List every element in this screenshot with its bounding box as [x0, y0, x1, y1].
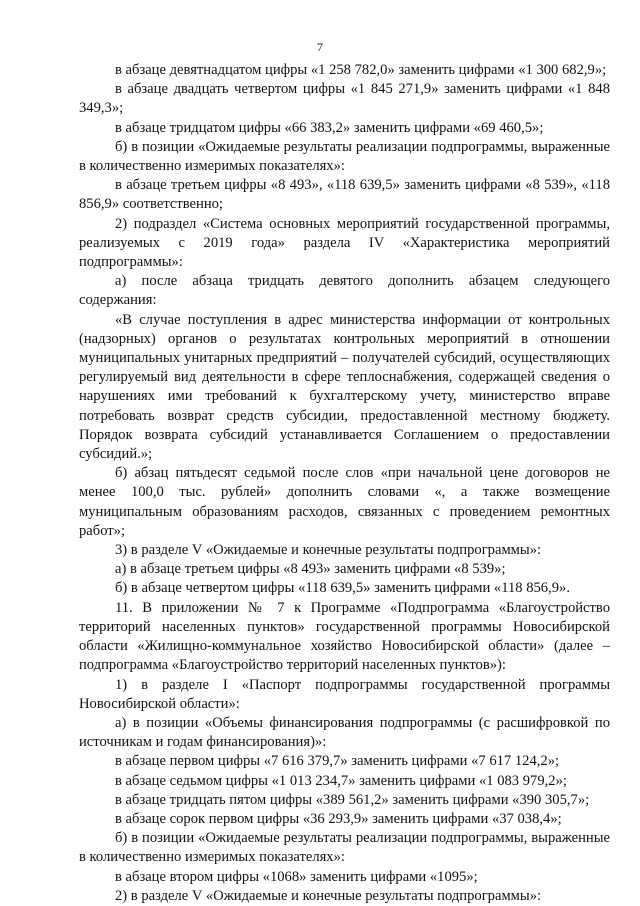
paragraph: а) в позиции «Объемы финансирования подпрограммы (с расшифровкой по источникам и годам финансирования)»: — [79, 714, 610, 751]
paragraph: в абзаце втором цифры «1068» заменить цифрами «1095»; — [115, 868, 478, 885]
paragraph: б) в позиции «Ожидаемые результаты реализации подпрограммы, выраженные в количественно измеримых показателях»: — [79, 138, 610, 175]
paragraph: 1) в разделе I «Паспорт подпрограммы государственной программы Новосибирской области»: — [79, 676, 610, 712]
paragraph: в абзаце двадцать четвертом цифры «1 845 271,9» заменить цифрами «1 848 349,3»; — [79, 81, 610, 117]
paragraph: «В случае поступления в адрес министерства информации от контрольных (надзорных) органов о результатах контрольных мероприятий в отношении муниципальных унитарных предприятий – получателей субсидий, осуществляющих регулируемый вид деятельности в сфере теплоснабжения, содержащей сведения о нарушениях ими требований к бухгалтерскому учету, министерство вправе потребовать возврат средств субсидии, предоставленной местному бюджету. Порядок возврата субсидий устанавливается Соглашением о предоставлении субсидий.»; — [79, 311, 610, 463]
paragraph: в абзаце тридцать пятом цифры «389 561,2» заменить цифрами «390 305,7»; — [115, 791, 590, 808]
page-number: 7 — [317, 40, 323, 54]
paragraph: б) в абзаце четвертом цифры «118 639,5» заменить цифрами «118 856,9». — [115, 580, 570, 597]
paragraph: в абзаце тридцатом цифры «66 383,2» заменить цифрами «69 460,5»; — [115, 119, 544, 136]
paragraph: 3) в разделе V «Ожидаемые и конечные результаты подпрограммы»: — [115, 542, 542, 559]
paragraph: в абзаце третьем цифры «8 493», «118 639,5» заменить цифрами «8 539», «118 856,9» соответственно; — [79, 177, 610, 213]
paragraph: в абзаце девятнадцатом цифры «1 258 782,0» заменить цифрами «1 300 682,9»; — [115, 62, 607, 78]
paragraph: 11. В приложении № 7 к Программе «Подпрограмма «Благоустройство территорий населенных пунктов» государственной программы Новосибирской области «Жилищно-коммунальное хозяйство Новосибирской области» (далее – подпрограмма «Благоустройство территорий населенных пунктов»): — [79, 599, 610, 674]
paragraph: 2) подраздел «Система основных мероприятий государственной программы, реализуемых с 2019 года» раздела IV «Характеристика мероприятий подпрограммы»: — [79, 215, 610, 271]
paragraph: в абзаце сорок первом цифры «36 293,9» заменить цифрами «37 038,4»; — [115, 810, 562, 827]
paragraph: б) в позиции «Ожидаемые результаты реализации подпрограммы, выраженные в количественно измеримых показателях»: — [79, 830, 610, 866]
paragraph: б) абзац пятьдесят седьмой после слов «при начальной цене договоров не менее 100,0 тыс. рублей» дополнить словами «, а также возмещение муниципальным образованиям расходов, связанных с проведением ремонтных работ»; — [79, 465, 610, 539]
document-body — [79, 61, 610, 906]
paragraph: а) в абзаце третьем цифры «8 493» заменить цифрами «8 539»; — [115, 561, 506, 578]
paragraph: в абзаце седьмом цифры «1 013 234,7» заменить цифрами «1 083 979,2»; — [115, 772, 567, 789]
paragraph: в абзаце первом цифры «7 616 379,7» заменить цифрами «7 617 124,2»; — [115, 753, 560, 770]
paragraph: 2) в разделе V «Ожидаемые и конечные результаты подпрограммы»: — [115, 887, 542, 904]
paragraph: а) после абзаца тридцать девятого дополнить абзацем следующего содержания: — [79, 273, 610, 309]
